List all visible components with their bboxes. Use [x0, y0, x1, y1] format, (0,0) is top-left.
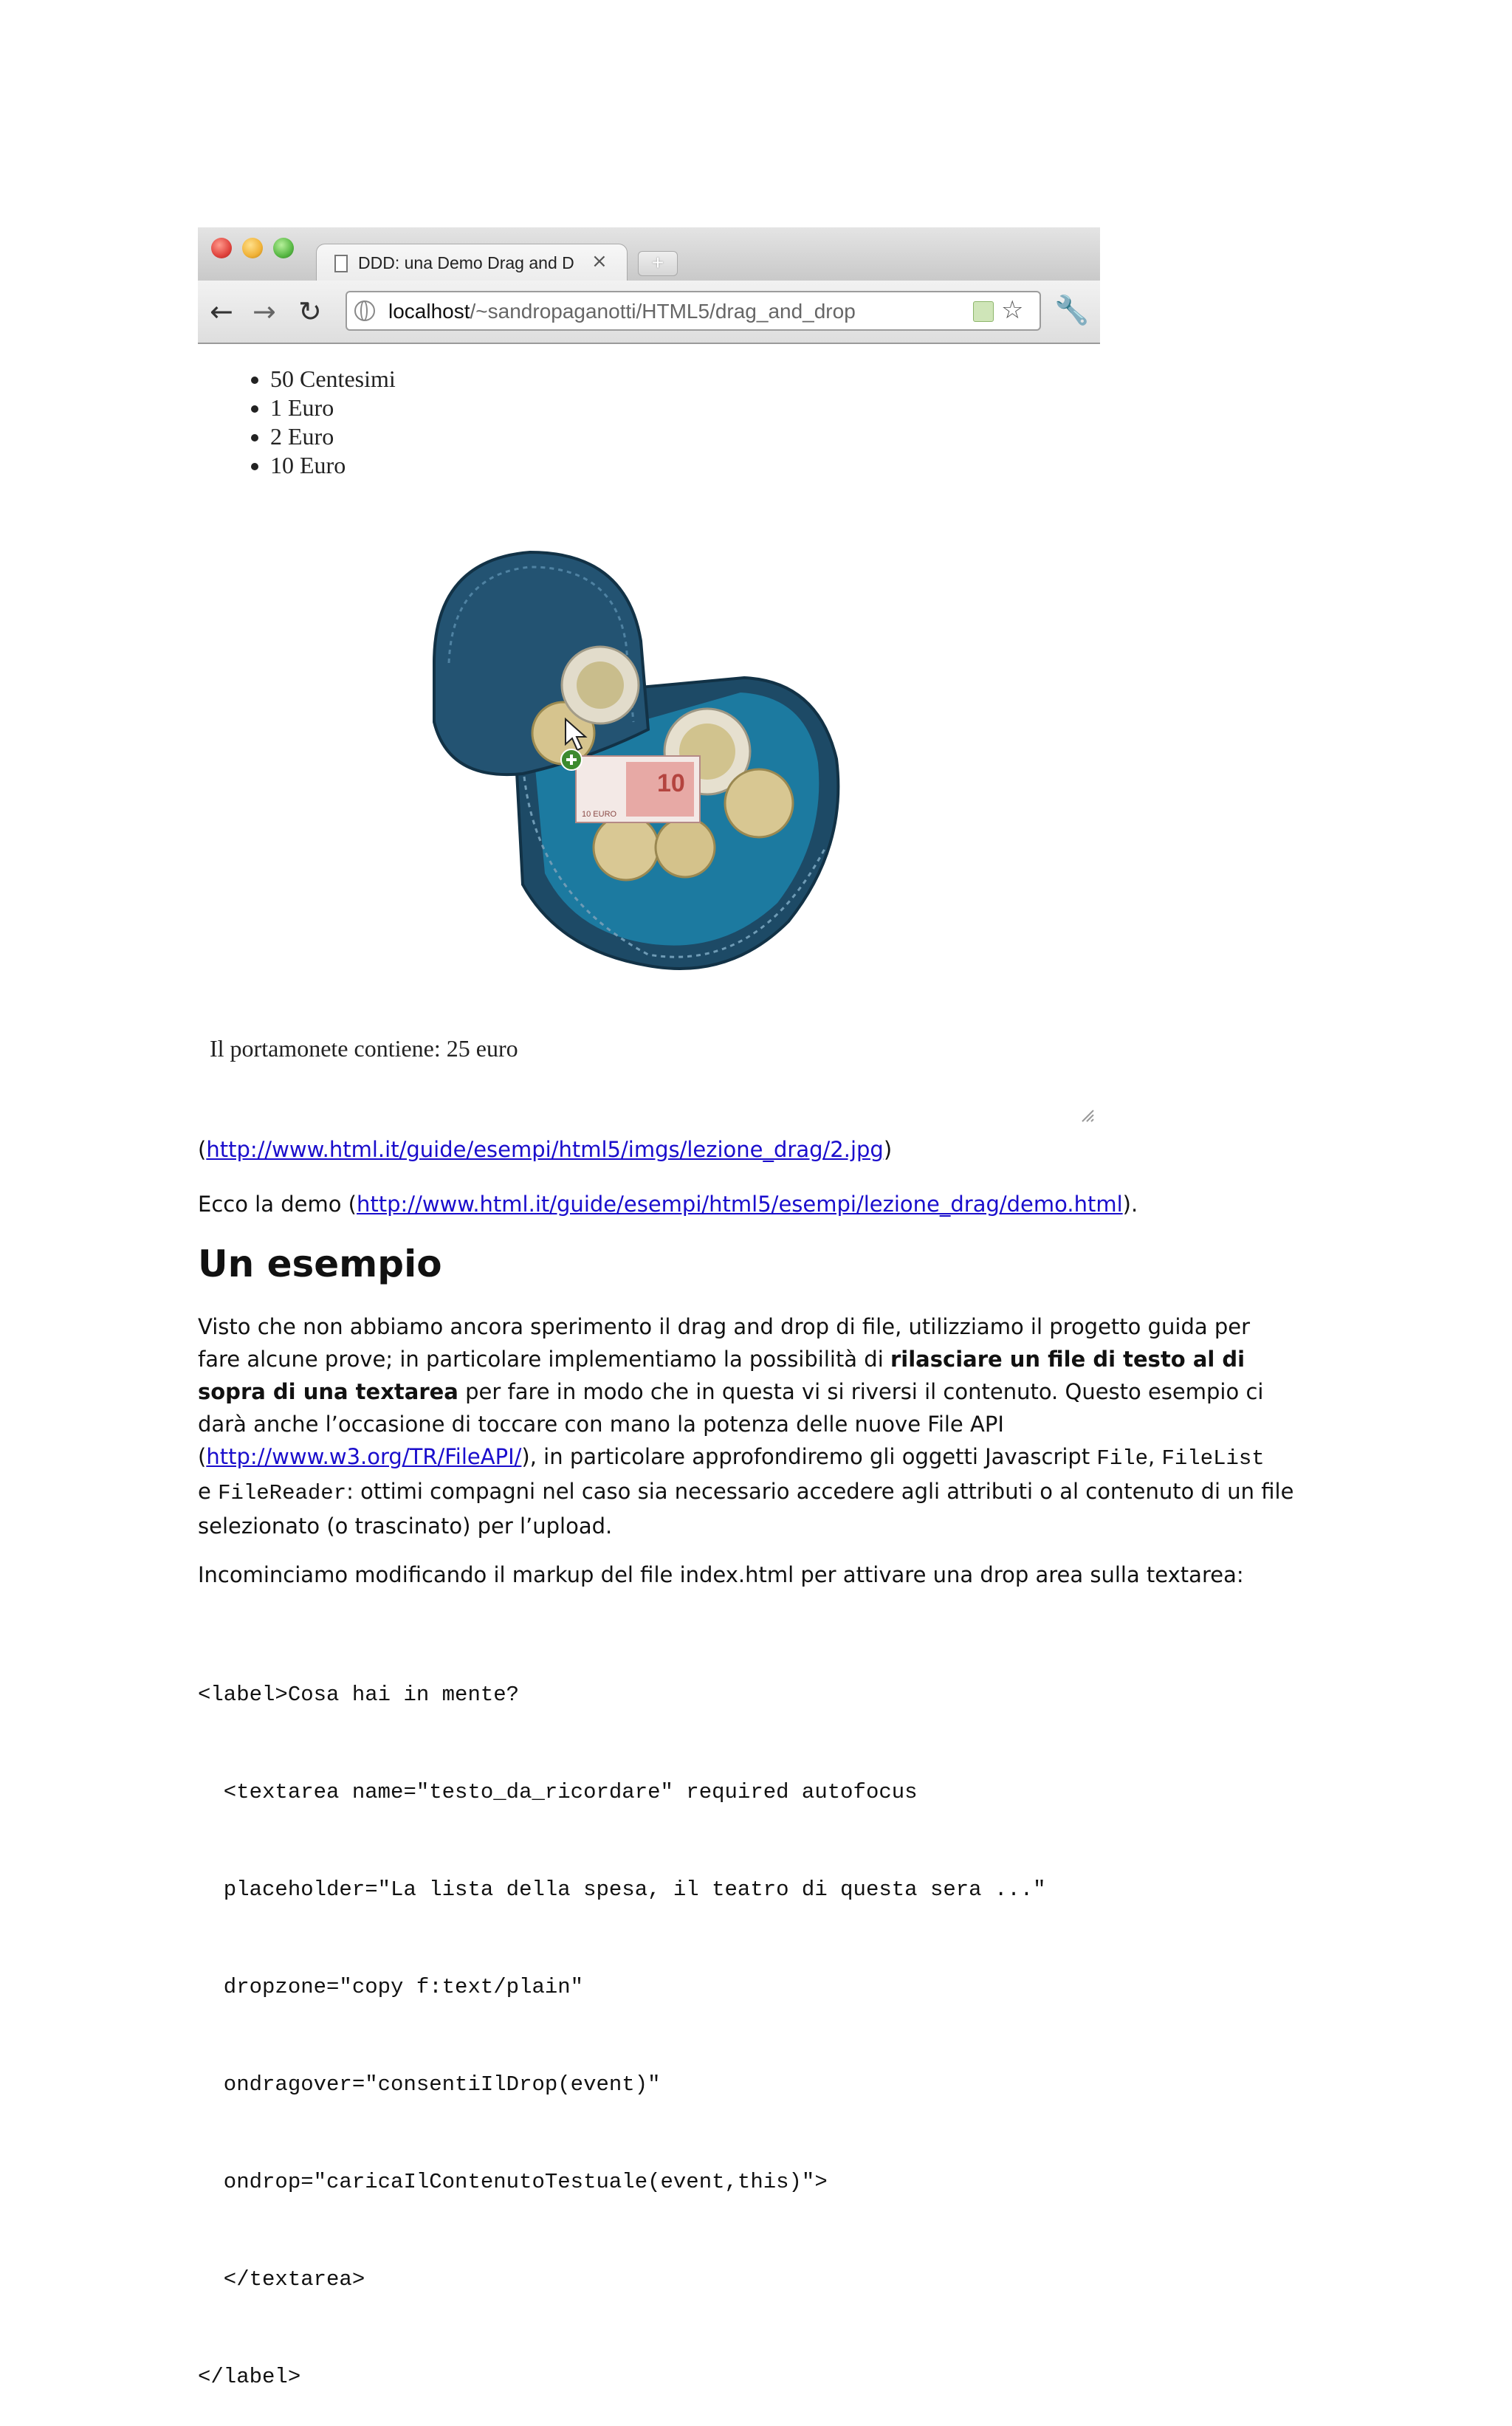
paragraph-line: darà anche l’occasione di toccare con mano la potenza delle nuove File API — [198, 1412, 1004, 1437]
code-line: ondrop="caricaIlContenutoTestuale(event,this)"> — [198, 2170, 828, 2194]
minimize-window-icon[interactable] — [242, 238, 263, 258]
paragraph-line: e FileReader: ottimi compagni nel caso sia necessario accedere agli attributi o al contenuto di un file — [198, 1479, 1294, 1505]
back-arrow-icon[interactable]: ← — [210, 295, 233, 328]
address-bar[interactable] — [346, 291, 1041, 331]
paragraph-line: fare alcune prove; in particolare implementiamo la possibilità di rilasciare un file di testo al di — [198, 1347, 1245, 1372]
paragraph-line: sopra di una textarea per fare in modo che in questa vi si riversi il contenuto. Questo esempio ci — [198, 1379, 1264, 1404]
intro-paragraph — [198, 1310, 1320, 1542]
demo-link[interactable]: http://www.html.it/guide/esempi/html5/esempi/lezione_drag/demo.html — [357, 1192, 1123, 1217]
close-window-icon[interactable] — [211, 238, 232, 258]
coin-purse-illustration — [405, 537, 855, 988]
zoom-window-icon[interactable] — [273, 238, 294, 258]
image-source-line: (http://www.html.it/guide/esempi/html5/imgs/lezione_drag/2.jpg) — [198, 1137, 893, 1162]
coin-icon — [656, 818, 715, 877]
demo-line: Ecco la demo (http://www.html.it/guide/esempi/html5/esempi/lezione_drag/demo.html). — [198, 1192, 1138, 1217]
code-line: dropzone="copy f:text/plain" — [198, 1975, 584, 1999]
code-line: </textarea> — [198, 2267, 365, 2292]
tab-title: DDD: una Demo Drag and D — [358, 253, 574, 272]
list-item[interactable]: • 1 Euro — [270, 394, 396, 422]
list-item[interactable]: • 2 Euro — [270, 422, 396, 451]
browser-toolbar — [198, 281, 1100, 344]
coin-icon — [594, 815, 659, 880]
code-line: </label> — [198, 2365, 301, 2389]
document-icon — [334, 255, 348, 272]
paragraph-line: (http://www.w3.org/TR/FileAPI/), in particolare approfondiremo gli oggetti Javascript File, FileList — [198, 1444, 1265, 1471]
svg-text:10 EURO: 10 EURO — [582, 810, 617, 819]
list-item[interactable]: • 50 Centesimi — [270, 365, 396, 394]
wrench-icon[interactable]: 🔧 — [1054, 294, 1090, 326]
resize-grip-icon[interactable] — [1079, 1107, 1094, 1122]
paragraph-line: selezionato (o trascinato) per l’upload. — [198, 1513, 613, 1539]
inline-code-filelist: FileList — [1161, 1446, 1265, 1471]
bookmark-star-icon[interactable]: ☆ — [1001, 295, 1024, 325]
section-heading: Un esempio — [198, 1243, 442, 1285]
tab-close-icon[interactable]: × — [591, 250, 608, 272]
file-api-link[interactable]: http://www.w3.org/TR/FileAPI/ — [206, 1444, 522, 1469]
image-source-link[interactable]: http://www.html.it/guide/esempi/html5/imgs/lezione_drag/2.jpg — [206, 1137, 884, 1162]
address-url: localhost/~sandropaganotti/HTML5/drag_and_drop — [388, 300, 856, 323]
coin-icon — [725, 769, 793, 837]
reload-icon[interactable]: ↻ — [298, 295, 322, 328]
globe-icon — [354, 300, 375, 321]
browser-screenshot — [198, 227, 1100, 1127]
markup-intro-paragraph: Incominciamo modificando il markup del file index.html per attivare una drop area sulla textarea: — [198, 1562, 1244, 1587]
coin-list — [247, 365, 396, 480]
inline-code-file: File — [1096, 1446, 1149, 1471]
browser-titlebar — [198, 227, 1100, 281]
code-block — [198, 1614, 1231, 2426]
list-item[interactable]: • 10 Euro — [270, 451, 396, 480]
inline-code-filereader: FileReader — [218, 1481, 347, 1505]
new-tab-button[interactable]: + — [638, 251, 678, 276]
code-line: <label>Cosa hai in mente? — [198, 1683, 520, 1707]
forward-arrow-icon[interactable]: → — [252, 295, 276, 328]
code-line: placeholder="La lista della spesa, il teatro di questa sera ..." — [198, 1877, 1046, 1902]
code-line: ondragover="consentiIlDrop(event)" — [198, 2072, 661, 2097]
purse-caption: Il portamonete contiene: 25 euro — [210, 1035, 518, 1062]
svg-text:10: 10 — [657, 769, 685, 797]
page-action-icon[interactable] — [973, 301, 994, 322]
code-line: <textarea name="testo_da_ricordare" required autofocus — [198, 1780, 918, 1804]
paragraph-line: Visto che non abbiamo ancora sperimento il drag and drop di file, utilizziamo il progetto guida per — [198, 1314, 1251, 1339]
coin-purse-image[interactable] — [405, 537, 855, 988]
browser-tab[interactable] — [316, 244, 628, 281]
